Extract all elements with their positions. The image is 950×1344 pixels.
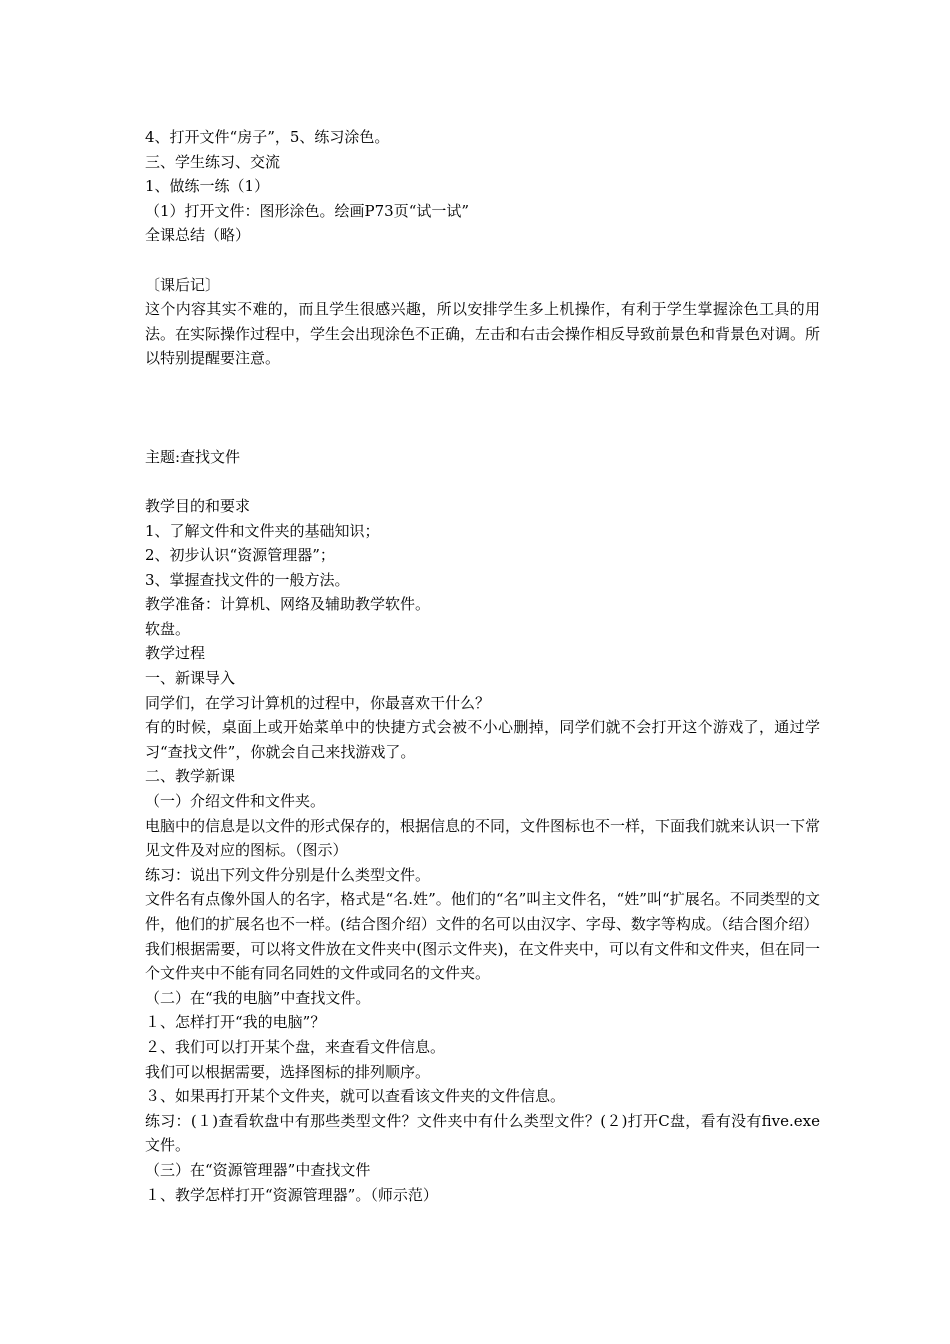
topic-title: 主题:查找文件 xyxy=(145,447,241,466)
goal-item: 1、了解文件和文件夹的基础知识； xyxy=(145,521,380,540)
afterclass-paragraph: 这个内容其实不难的，而且学生很感兴趣，所以安排学生多上机操作，有利于学生掌握涂色工具的用法。在实际操作过程中，学生会出现涂色不正确，左击和右击会操作相反导致前景色和背景色对调。所以特别提醒要注意。 xyxy=(145,300,821,368)
filename-paragraph: 文件名有点像外国人的名字，格式是“名.姓”。他们的“名”叫主文件名，“姓”叫“扩展名。不同类型的文件，他们的扩展名也不一样。(结合图介绍）文件的名可以由汉字、字母、数字等构成。（结合图介绍） xyxy=(145,890,820,933)
afterclass-heading: 〔课后记〕 xyxy=(145,275,221,294)
part3-heading: （三）在“资源管理器”中查找文件 xyxy=(145,1160,371,1179)
text-line: 4、打开文件“房子”，5、练习涂色。 xyxy=(145,128,390,146)
goal-item: 2、初步认识“资源管理器”； xyxy=(145,546,335,565)
intro-paragraph: 有的时候，桌面上或开始菜单中的快捷方式会被不小心删掉，同学们就不会打开这个游戏了，通过学习“查找文件”，你就会自己来找游戏了。 xyxy=(145,718,820,761)
part1-heading: （一）介绍文件和文件夹。 xyxy=(145,792,326,811)
text-line: 三、学生练习、交流 xyxy=(145,152,281,171)
folder-paragraph: 我们根据需要，可以将文件放在文件夹中(图示文件夹)，在文件夹中，可以有文件和文件夹，但在同一个文件夹中不能有同名同姓的文件或同名的文件夹。 xyxy=(145,939,820,983)
goal-item: 3、掌握查找文件的一般方法。 xyxy=(145,570,350,589)
spacer xyxy=(145,371,820,420)
part2-step: ２、我们可以打开某个盘，来查看文件信息。 xyxy=(145,1037,446,1056)
part2-step: １、怎样打开“我的电脑”？ xyxy=(145,1013,326,1032)
part2-heading: （二）在“我的电脑”中查找文件。 xyxy=(145,988,371,1007)
part1-paragraph: 电脑中的信息是以文件的形式保存的，根据信息的不同，文件图标也不一样，下面我们就来认识一下常见文件及对应的图标。（图示） xyxy=(145,816,821,860)
goals-heading: 教学目的和要求 xyxy=(145,496,251,515)
text-line: 全课总结（略） xyxy=(145,226,251,245)
part2-step: ３、如果再打开某个文件夹，就可以查看该文件夹的文件信息。 xyxy=(145,1087,566,1106)
spacer xyxy=(145,248,820,273)
spacer xyxy=(145,469,820,494)
intro-question: 同学们，在学习计算机的过程中，你最喜欢干什么？ xyxy=(145,693,491,712)
exercise-paragraph: 练习：(１)查看软盘中有那些类型文件？文件夹中有什么类型文件？(２)打开C盘，看有没有five.exe文件。 xyxy=(145,1111,820,1155)
exercise-line: 练习：说出下列文件分别是什么类型文件。 xyxy=(145,865,431,884)
part3-step: １、教学怎样打开“资源管理器”。（师示范） xyxy=(145,1185,438,1204)
process-heading: 教学过程 xyxy=(145,644,206,663)
spacer xyxy=(145,420,820,445)
part2-note: 我们可以根据需要，选择图标的排列顺序。 xyxy=(145,1062,431,1081)
new-lesson-heading: 二、教学新课 xyxy=(145,767,236,786)
prep-line: 教学准备：计算机、网络及辅助教学软件。 xyxy=(145,595,431,614)
text-line: 1、做练一练（1） xyxy=(145,177,270,196)
text-line: （1）打开文件：图形涂色。绘画P73页“试一试” xyxy=(145,201,470,220)
document-page xyxy=(145,125,820,1207)
prep-extra-line: 软盘。 xyxy=(145,619,191,638)
intro-heading: 一、新课导入 xyxy=(145,669,236,688)
